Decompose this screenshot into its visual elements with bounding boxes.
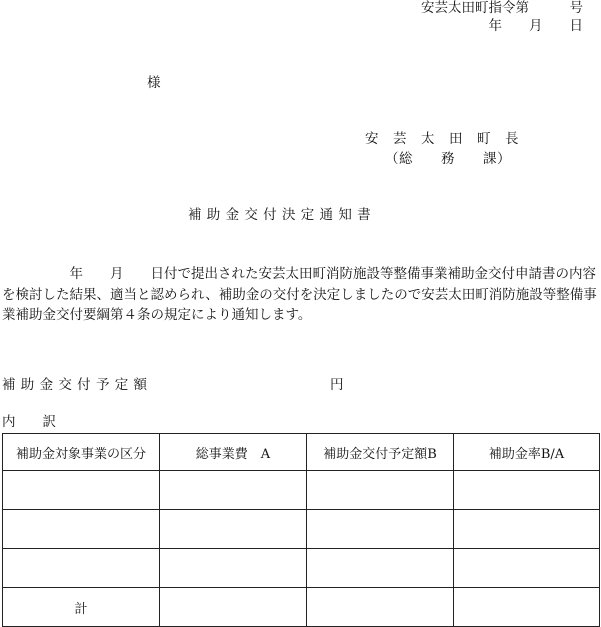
table-cell <box>160 549 307 588</box>
table-cell <box>307 588 454 627</box>
table-header-row <box>3 434 600 471</box>
table-total-row <box>3 588 600 627</box>
table-cell <box>307 471 454 510</box>
table-row <box>3 510 600 549</box>
table-row <box>3 549 600 588</box>
issuer-department: （総 務 課） <box>385 151 511 167</box>
table-cell <box>3 510 160 549</box>
column-header-total-cost: 総事業費 A <box>160 434 307 471</box>
table-cell <box>454 588 600 627</box>
breakdown-table <box>2 433 600 627</box>
document-number: 安芸太田町指令第 号 <box>421 0 583 16</box>
addressee-honorific: 様 <box>147 75 161 91</box>
document-date: 年 月 日 <box>488 18 583 34</box>
table-cell <box>3 549 160 588</box>
subsidy-amount-unit: 円 <box>330 377 344 393</box>
document-title: 補 助 金 交 付 決 定 通 知 書 <box>188 207 372 223</box>
issuer-title: 安 芸 太 田 町 長 <box>365 131 519 147</box>
table-cell <box>160 471 307 510</box>
total-label-cell: 計 <box>3 588 160 627</box>
table-cell <box>160 588 307 627</box>
column-header-category: 補助金対象事業の区分 <box>3 434 160 471</box>
table-cell <box>160 510 307 549</box>
notice-body-text: 年 月 日付で提出された安芸太田町消防施設等整備事業補助金交付申請書の内容を検討した結果、適当と認められ、補助金の交付を決定しましたので安芸太田町消防施設等整備事業補助金交付要綱第４条の規定により通知します。 <box>2 266 597 323</box>
breakdown-label: 内 訳 <box>2 414 56 430</box>
table-cell <box>454 471 600 510</box>
table-cell <box>3 471 160 510</box>
table-cell <box>454 549 600 588</box>
table-cell <box>454 510 600 549</box>
table-row <box>3 471 600 510</box>
table-cell <box>307 510 454 549</box>
column-header-subsidy-amount: 補助金交付予定額B <box>307 434 454 471</box>
column-header-subsidy-rate: 補助金率B/A <box>454 434 600 471</box>
table-cell <box>307 549 454 588</box>
subsidy-amount-label: 補 助 金 交 付 予 定 額 <box>2 377 148 393</box>
